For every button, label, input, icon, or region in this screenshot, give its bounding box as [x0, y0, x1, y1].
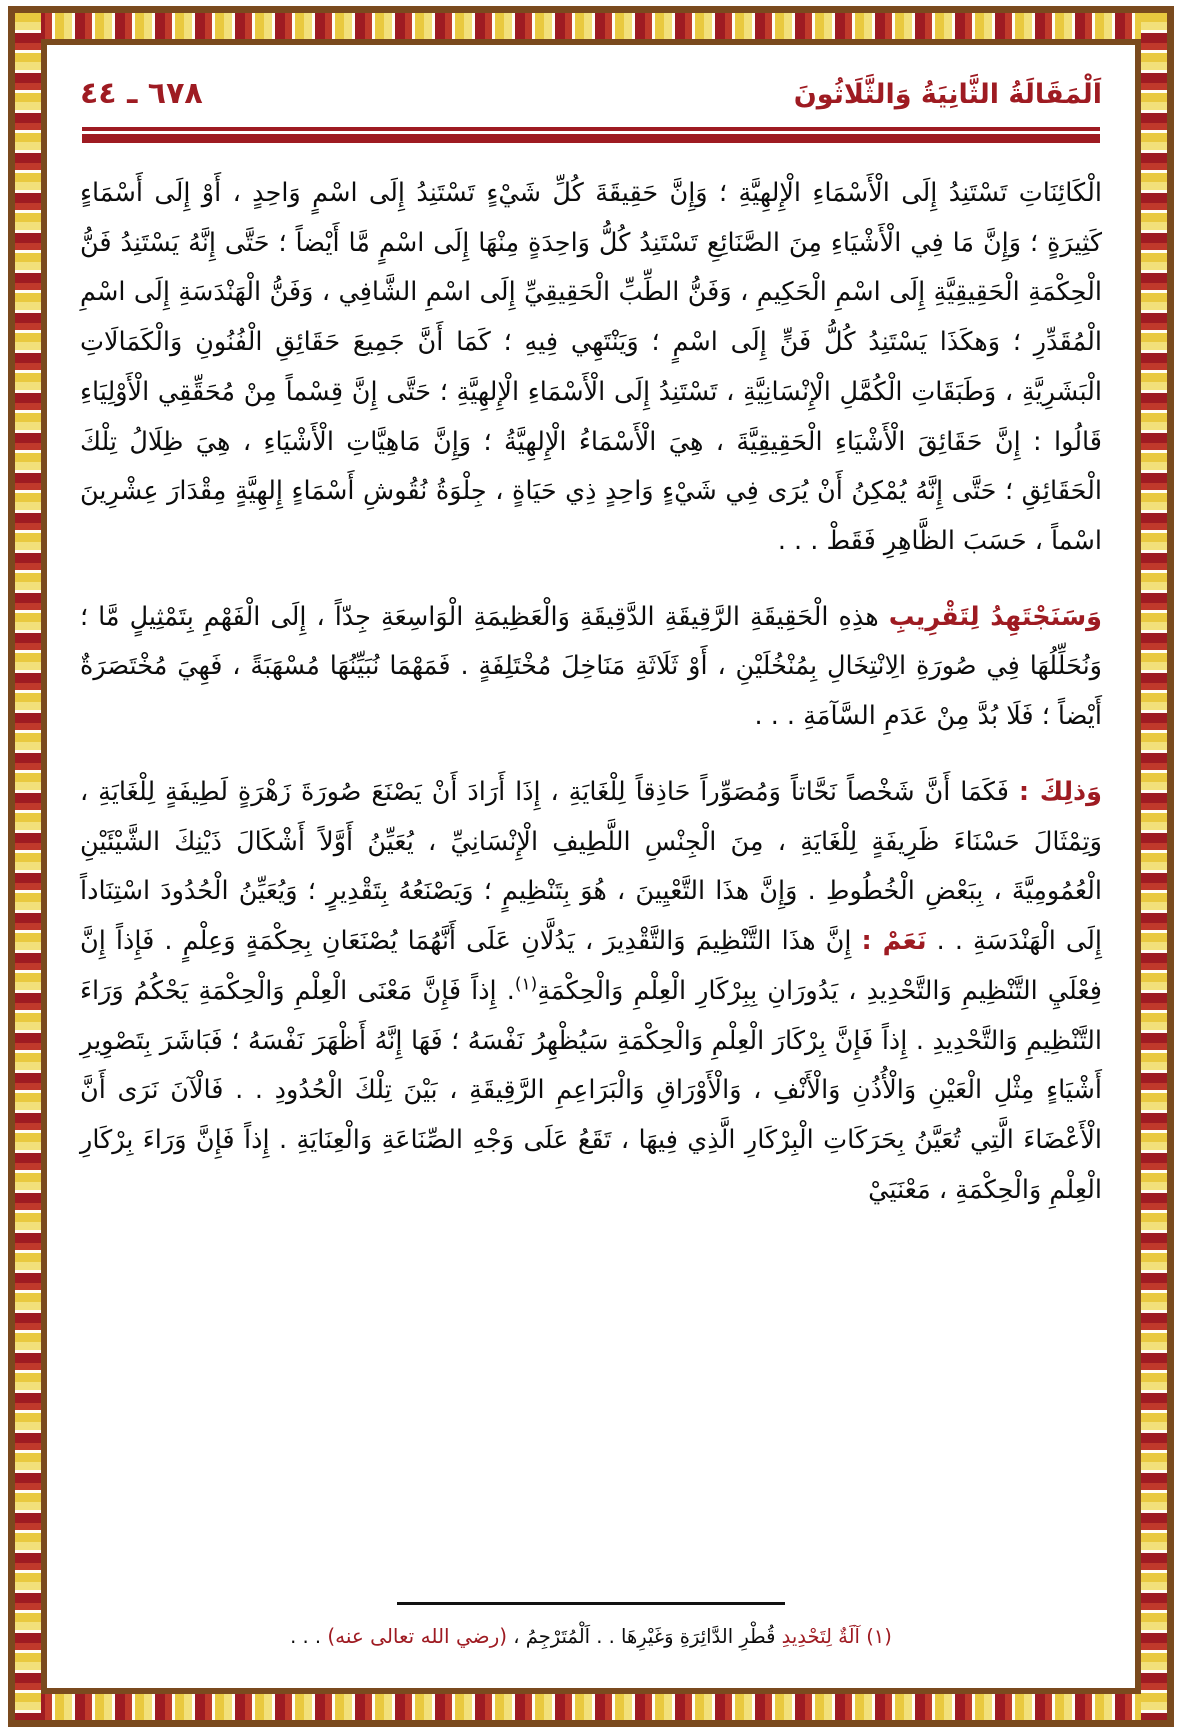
paragraph-3-text-a: فَكَمَا أَنَّ شَخْصاً نَحَّاتاً وَمُصَوِّراً حَاذِقاً لِلْغَايَةِ ، إِذَا أَرَادَ أَنْ يَصْنَعَ صُورَةَ زَهْرَةٍ لَطِيفَةٍ لِلْغَايَةِ ، وَتِمْثَالَ حَسْنَاءَ ظَرِيفَةٍ لِلْغَايَةِ ، مِنَ الْجِنْسِ اللَّطِيفِ الْإِنْسَانِيِّ ، يُعَيِّنُ أَوَّلاً أَشْكَالَ ذَيْنِكَ الشَّيْئَيْنِ الْعُمُومِيَّةَ ، بِبَعْضِ الْخُطُوطِ . وَإِنَّ هذَا التَّعْيِينَ ، هُوَ بِتَنْظِيمٍ ؛ وَيَصْنَعُهُ بِتَقْدِيرٍ ؛ وَيُعَيِّنُ الْحُدُودَ اسْتِنَاداً إِلَى الْهَنْدَسَةِ . .	[80, 776, 1102, 957]
paragraph-3-highlight: وَذلِكَ :	[1018, 776, 1102, 807]
footnote-section	[80, 1602, 1102, 1653]
paragraph-3-highlight-2: نَعَمْ :	[861, 926, 927, 957]
footnote-divider-rule	[397, 1602, 785, 1605]
paragraph-1-text: الْكَائِنَاتِ تَسْتَنِدُ إِلَى الْأَسْمَاءِ الْإِلهِيَّةِ ؛ وَإِنَّ حَقِيقَةَ كُلِّ شَيْءٍ تَسْتَنِدُ إِلَى اسْمٍ وَاحِدٍ ، أَوْ إِلَى أَسْمَاءٍ كَثِيرَةٍ ؛ وَإِنَّ مَا فِي الْأَشْيَاءِ مِنَ الصَّنَائِعِ تَسْتَنِدُ كُلُّ وَاحِدَةٍ مِنْهَا إِلَى اسْمٍ مَّا أَيْضاً ؛ حَتَّى إِنَّهُ يَسْتَنِدُ فَنُّ الْحِكْمَةِ الْحَقِيقِيَّةِ إِلَى اسْمِ الْحَكِيمِ ، وَفَنُّ الطِّبِّ الْحَقِيقِيِّ إِلَى اسْمِ الشَّافِي ، وَفَنُّ الْهَنْدَسَةِ إِلَى اسْمِ الْمُقَدِّرِ ؛ وَهكَذَا يَسْتَنِدُ كُلُّ فَنٍّ إِلَى اسْمٍ ؛ وَيَنْتَهِي فِيهِ ؛ كَمَا أَنَّ جَمِيعَ حَقَائِقِ الْفُنُونِ وَالْكَمَالَاتِ الْبَشَرِيَّةِ ، وَطَبَقَاتِ الْكُمَّلِ الْإِنْسَانِيَّةِ ، تَسْتَنِدُ إِلَى الْأَسْمَاءِ الْإِلهِيَّةِ ؛ حَتَّى إِنَّ قِسْماً مِنْ مُحَقِّقِي الْأَوْلِيَاءِ قَالُوا : إِنَّ حَقَائِقَ الْأَشْيَاءِ الْحَقِيقِيَّةَ ، هِيَ الْأَسْمَاءُ الْإِلهِيَّةُ ؛ وَإِنَّ مَاهِيَّاتِ الْأَشْيَاءِ ، هِيَ ظِلَالُ تِلْكَ الْحَقَائِقِ ؛ حَتَّى إِنَّهُ يُمْكِنُ أَنْ يُرَى فِي شَيْءٍ وَاحِدٍ ذِي حَيَاةٍ ، جِلْوَةُ نُقُوشِ أَسْمَاءٍ إِلهِيَّةٍ مِقْدَارَ عِشْرِينَ اسْماً ، حَسَبَ الظَّاهِرِ فَقَطْ . . .	[80, 178, 1102, 557]
honorific-glyph-icon: (رضي الله تعالى عنه)	[327, 1623, 508, 1648]
footnote-text	[80, 1619, 1102, 1653]
ornament-band-top	[15, 13, 1167, 39]
footnote-text-after: . . .	[290, 1624, 322, 1648]
page-content	[56, 54, 1126, 1679]
paragraph-3-text-c: . إِذاً فَإِنَّ مَعْنَى الْعِلْمِ وَالْحِكْمَةِ يَحْكُمُ وَرَاءَ التَّنْظِيمِ وَالتَّحْدِيدِ . إِذاً فَإِنَّ بِرْكَارَ الْعِلْمِ وَالْحِكْمَةِ سَيُظْهِرُ نَفْسَهُ ؛ فَهَا إِنَّهُ أَظْهَرَ نَفْسَهُ ؛ فَبَاشَرَ بِتَصْوِيرِ أَشْيَاءٍ مِثْلِ الْعَيْنِ وَالْأُذُنِ وَالْأَنْفِ ، وَالْأَوْرَاقِ وَالْبَرَاعِمِ الرَّقِيقَةِ ، بَيْنَ تِلْكَ الْحُدُودِ . . فَالْآنَ نَرَى أَنَّ الْأَعْضَاءَ الَّتِي تُعَيَّنُ بِحَرَكَاتِ الْبِرْكَارِ الَّذِي فِيهَا ، تَقَعُ عَلَى وَجْهِ الصِّنَاعَةِ وَالْعِنَايَةِ . إِذاً فَإِنَّ وَرَاءَ بِرْكَارِ الْعِلْمِ وَالْحِكْمَةِ ، مَعْنَيَيْ	[80, 975, 1102, 1205]
ornament-band-left	[15, 13, 41, 1720]
paragraph-1	[80, 169, 1102, 567]
footnote-highlight: لِتَحْدِيدِ	[781, 1624, 832, 1648]
paragraph-2-text: هذِهِ الْحَقِيقَةِ الرَّقِيقَةِ الدَّقِيقَةِ وَالْعَظِيمَةِ الْوَاسِعَةِ جِدّاً ، إِلَى الْفَهْمِ بِتَمْثِيلٍ مَّا ؛ وَنُحَلِّلُهَا فِي صُورَةِ الِانْتِخَالِ بِمُنْخُلَيْنِ ، أَوْ ثَلَاثَةِ مَنَاخِلَ مُخْتَلِفَةٍ . فَمَهْمَا نُبَيِّنُهَا مُسْهَبَةً ، فَهِيَ مُخْتَصَرَةٌ أَيْضاً ؛ فَلَا بُدَّ مِنْ عَدَمِ السَّآمَةِ . . .	[80, 601, 1102, 732]
ornament-band-right	[1141, 13, 1167, 1720]
chapter-title: اَلْمَقَالَةُ الثَّانِيَةُ وَالثَّلَاثُونَ	[793, 79, 1102, 110]
paragraph-3-text-b: إِنَّ هذَا التَّنْظِيمَ وَالتَّقْدِيرَ ، يَدُلَّانِ عَلَى أَنَّهُمَا يُصْنَعَانِ بِحِكْمَةٍ وَعِلْمٍ . فَإِذاً إِنَّ فِعْلَيِ التَّنْظِيمِ وَالتَّحْدِيدِ ، يَدُورَانِ بِبِرْكَارِ الْعِلْمِ وَالْحِكْمَةِ	[80, 926, 1102, 1006]
header-divider-rule	[82, 127, 1100, 143]
body-text-block	[80, 169, 1102, 1215]
paragraph-3	[80, 768, 1102, 1215]
paragraph-2	[80, 593, 1102, 742]
footnote-text-middle: قُطْرِ الدَّائِرَةِ وَغَيْرِهَا . . اَلْمُتَرْجِمُ ،	[513, 1624, 776, 1648]
footnote-reference-marker[interactable]: (١)	[514, 974, 538, 995]
paragraph-2-highlight: وَسَنَجْتَهِدُ لِتَقْرِيبِ	[888, 601, 1102, 632]
footnote-text-before: آلَةٌ	[838, 1624, 860, 1648]
page-number: ٦٧٨ ـ ٤٤	[80, 76, 203, 111]
footnote-number: (١)	[866, 1624, 892, 1648]
page-header	[56, 54, 1126, 111]
ornament-band-bottom	[15, 1694, 1167, 1720]
